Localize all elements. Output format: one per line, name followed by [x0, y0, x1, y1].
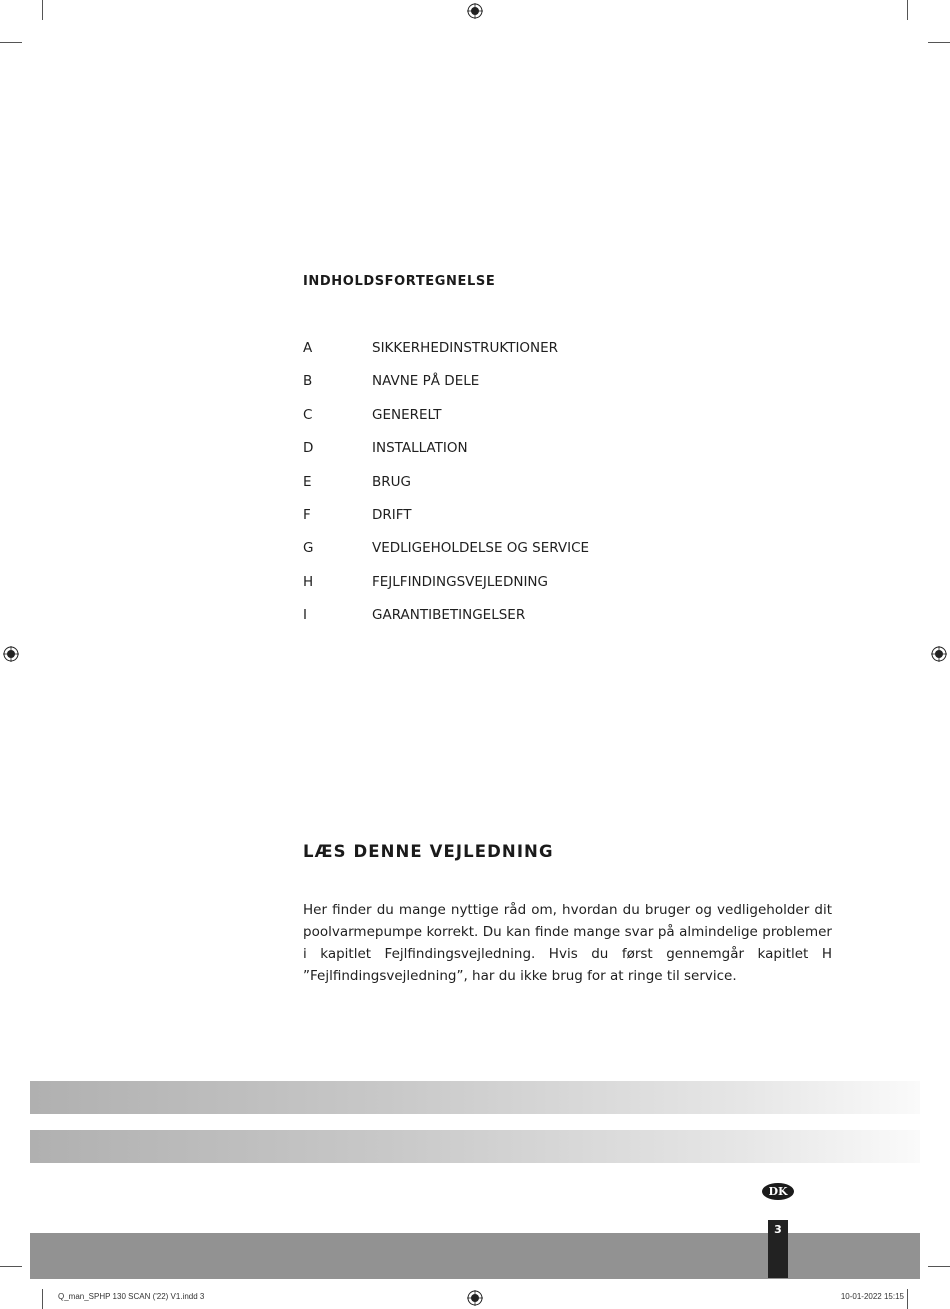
toc-item-title: NAVNE PÅ DELE — [372, 373, 480, 390]
toc-item-g[interactable] — [303, 540, 589, 573]
toc-item-e[interactable] — [303, 474, 589, 507]
toc-item-h[interactable] — [303, 574, 589, 607]
toc-item-title: GARANTIBETINGELSER — [372, 607, 526, 624]
crop-mark-bottom-right-h — [928, 1266, 950, 1267]
crop-mark-top-right-v — [907, 0, 908, 20]
toc-item-title: VEDLIGEHOLDELSE OG SERVICE — [372, 540, 590, 557]
toc-list — [303, 340, 589, 641]
crop-mark-top-left-v — [42, 0, 43, 20]
toc-item-letter: B — [303, 373, 313, 390]
decorative-gradient-band — [30, 1130, 920, 1163]
toc-item-b[interactable] — [303, 373, 589, 406]
file-slug: Q_man_SPHP 130 SCAN ('22) V1.indd 3 — [58, 1292, 205, 1301]
toc-item-letter: D — [303, 440, 314, 457]
toc-item-letter: E — [303, 473, 312, 490]
toc-item-letter: A — [303, 340, 313, 356]
language-badge: DK — [762, 1183, 794, 1200]
toc-item-f[interactable] — [303, 507, 589, 540]
crop-mark-top-left-h — [0, 42, 22, 43]
crop-mark-bottom-right-v — [907, 1289, 908, 1309]
registration-mark-icon — [467, 3, 483, 19]
toc-item-letter: H — [303, 573, 314, 590]
toc-item-letter: I — [303, 607, 307, 624]
crop-mark-bottom-left-v — [42, 1289, 43, 1309]
page-number-tab: 3 — [768, 1220, 788, 1278]
registration-mark-icon — [3, 646, 19, 662]
toc-heading: INDHOLDSFORTEGNELSE — [303, 274, 496, 289]
date-slug: 10-01-2022 15:15 — [840, 1292, 904, 1301]
toc-item-letter: F — [303, 506, 311, 523]
toc-item-c[interactable] — [303, 407, 589, 440]
toc-item-i[interactable] — [303, 607, 589, 640]
read-section-body: Her finder du mange nyttige råd om, hvordan du bruger og vedligeholder dit poolvarmepumpe korrekt. Du kan finde mange svar på almindelige problemer i kapitlet Fejlfindingsvejledning. Hvis du først gennemgår kapitlet H ”Fejlfindingsvejledning”, har du ikke brug for at ringe til service. — [303, 901, 832, 984]
toc-item-letter: C — [303, 406, 313, 423]
decorative-gradient-band — [30, 1081, 920, 1114]
toc-item-letter: G — [303, 540, 314, 557]
toc-item-title: SIKKERHEDINSTRUKTIONER — [372, 340, 559, 356]
toc-item-title: FEJLFINDINGSVEJLEDNING — [372, 573, 548, 590]
toc-item-title: DRIFT — [372, 506, 412, 523]
read-section-heading: LÆS DENNE VEJLEDNING — [303, 842, 554, 861]
toc-item-a[interactable] — [303, 340, 589, 373]
toc-item-title: INSTALLATION — [372, 440, 468, 457]
crop-mark-top-right-h — [928, 42, 950, 43]
toc-item-title: BRUG — [372, 473, 411, 490]
registration-mark-icon — [467, 1290, 483, 1306]
registration-mark-icon — [931, 646, 947, 662]
toc-item-d[interactable] — [303, 440, 589, 473]
toc-item-title: GENERELT — [372, 406, 442, 423]
crop-mark-bottom-left-h — [0, 1266, 22, 1267]
